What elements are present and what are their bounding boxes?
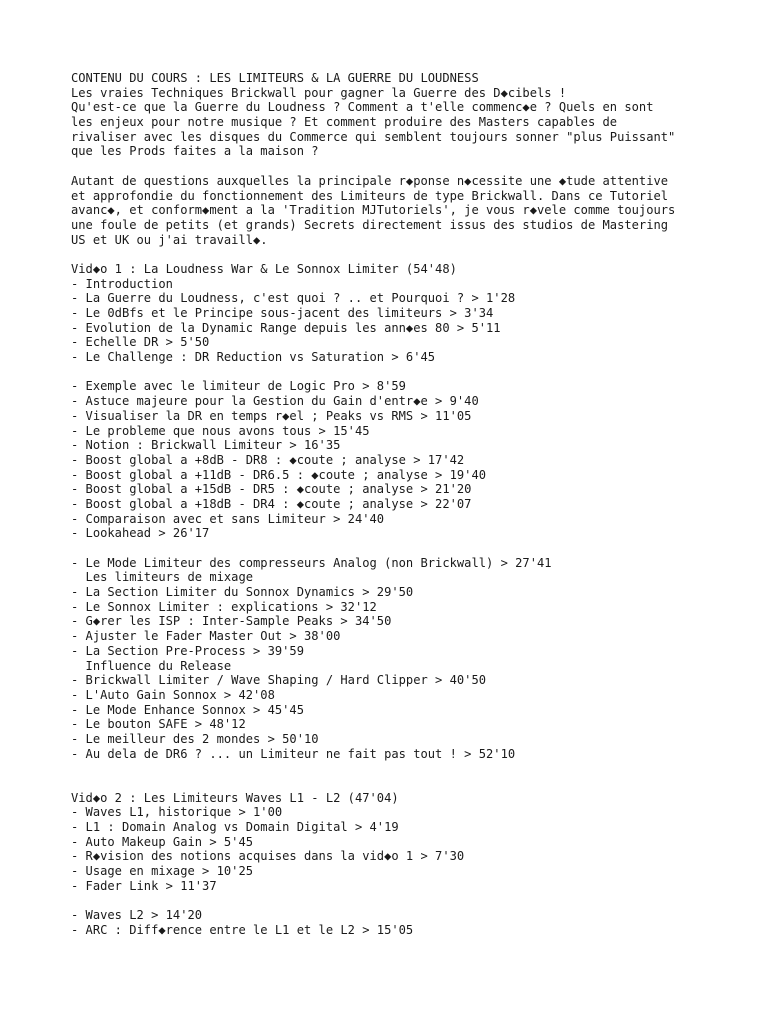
blank-line <box>71 894 731 909</box>
text-line: - Fader Link > 11'37 <box>71 878 217 893</box>
text-line: - Le Challenge : DR Reduction vs Saturation > 6'45 <box>71 350 436 365</box>
text-line: - La Guerre du Loudness, c'est quoi ? .. et Pourquoi ? > 1'28 <box>71 291 516 306</box>
text-line: avanc◆, et conform◆ment a la 'Tradition MJTutoriels', je vous r◆vele comme toujours <box>71 203 676 218</box>
text-line: - Introduction <box>71 276 173 291</box>
text-line: - Waves L1, historique > 1'00 <box>71 805 283 820</box>
text-line: - Visualiser la DR en temps r◆el ; Peaks vs RMS > 11'05 <box>71 408 472 423</box>
text-line: - L'Auto Gain Sonnox > 42'08 <box>71 687 275 702</box>
text-line: - Boost global a +11dB - DR6.5 : ◆coute ; analyse > 19'40 <box>71 467 487 482</box>
text-line: - R◆vision des notions acquises dans la vid◆o 1 > 7'30 <box>71 849 465 864</box>
text-line: CONTENU DU COURS : LES LIMITEURS & LA GUERRE DU LOUDNESS <box>71 71 479 85</box>
text-line: - Comparaison avec et sans Limiteur > 24'40 <box>71 511 385 526</box>
text-line: - Astuce majeure pour la Gestion du Gain d'entr◆e > 9'40 <box>71 394 479 409</box>
text-line: - Echelle DR > 5'50 <box>71 335 210 350</box>
text-line: Vid◆o 2 : Les Limiteurs Waves L1 - L2 (47'04) <box>71 790 399 805</box>
text-line: - Boost global a +18dB - DR4 : ◆coute ; analyse > 22'07 <box>71 496 472 511</box>
text-line: rivaliser avec les disques du Commerce qui semblent toujours sonner "plus Puissant" <box>71 129 676 144</box>
text-line: - Le Mode Limiteur des compresseurs Analog (non Brickwall) > 27'41 <box>71 555 552 570</box>
text-line: les enjeux pour notre musique ? Et comment produire des Masters capables de <box>71 115 618 130</box>
text-line: Autant de questions auxquelles la principale r◆ponse n◆cessite une ◆tude attentive <box>71 173 669 188</box>
text-line: Vid◆o 1 : La Loudness War & Le Sonnox Limiter (54'48) <box>71 261 457 276</box>
text-line: - Au dela de DR6 ? ... un Limiteur ne fait pas tout ! > 52'10 <box>71 746 516 761</box>
text-line: - La Section Limiter du Sonnox Dynamics > 29'50 <box>71 585 414 600</box>
text-line: - Boost global a +15dB - DR5 : ◆coute ; analyse > 21'20 <box>71 482 472 497</box>
blank-line <box>71 247 731 262</box>
text-line: et approfondie du fonctionnement des Limiteurs de type Brickwall. Dans ce Tutoriel <box>71 188 669 203</box>
text-line: Les vraies Techniques Brickwall pour gagner la Guerre des D◆cibels ! <box>71 85 567 100</box>
text-line: - Lookahead > 26'17 <box>71 526 210 541</box>
text-line: - Notion : Brickwall Limiteur > 16'35 <box>71 438 341 453</box>
text-line: - Evolution de la Dynamic Range depuis les ann◆es 80 > 5'11 <box>71 320 501 335</box>
blank-line <box>71 541 731 556</box>
text-line: - Boost global a +8dB - DR8 : ◆coute ; analyse > 17'42 <box>71 452 465 467</box>
text-line: - ARC : Diff◆rence entre le L1 et le L2 > 15'05 <box>71 922 414 937</box>
text-line: US et UK ou j'ai travaill◆. <box>71 232 268 247</box>
text-line: - G◆rer les ISP : Inter-Sample Peaks > 34'50 <box>71 614 392 629</box>
text-line: - Auto Makeup Gain > 5'45 <box>71 834 254 849</box>
text-line: - Le Sonnox Limiter : explications > 32'12 <box>71 599 377 614</box>
text-line: que les Prods faites a la maison ? <box>71 144 319 159</box>
blank-line <box>71 159 731 174</box>
text-line: - Le 0dBfs et le Principe sous-jacent des limiteurs > 3'34 <box>71 306 494 320</box>
text-line: - La Section Pre-Process > 39'59 <box>71 643 304 658</box>
text-line: - Le meilleur des 2 mondes > 50'10 <box>71 731 319 746</box>
text-line: - Usage en mixage > 10'25 <box>71 864 254 879</box>
text-line: - Waves L2 > 14'20 <box>71 908 203 923</box>
text-line: - Le bouton SAFE > 48'12 <box>71 717 246 732</box>
text-line: Les limiteurs de mixage <box>71 570 254 585</box>
blank-line <box>71 365 731 380</box>
text-line: - Brickwall Limiter / Wave Shaping / Hard Clipper > 40'50 <box>71 673 487 688</box>
text-line: - Ajuster le Fader Master Out > 38'00 <box>71 629 341 644</box>
text-line: Qu'est-ce que la Guerre du Loudness ? Comment a t'elle commenc◆e ? Quels en sont <box>71 100 654 115</box>
text-line: - Le Mode Enhance Sonnox > 45'45 <box>71 702 304 717</box>
text-line: - L1 : Domain Analog vs Domain Digital > 4'19 <box>71 820 399 835</box>
blank-line <box>71 776 731 791</box>
blank-line <box>71 761 731 776</box>
course-content-text <box>71 71 731 938</box>
text-line: - Le probleme que nous avons tous > 15'45 <box>71 423 370 438</box>
text-line: - Exemple avec le limiteur de Logic Pro > 8'59 <box>71 379 406 394</box>
text-line: une foule de petits (et grands) Secrets directement issus des studios de Mastering <box>71 217 669 232</box>
text-line: Influence du Release <box>71 658 232 673</box>
